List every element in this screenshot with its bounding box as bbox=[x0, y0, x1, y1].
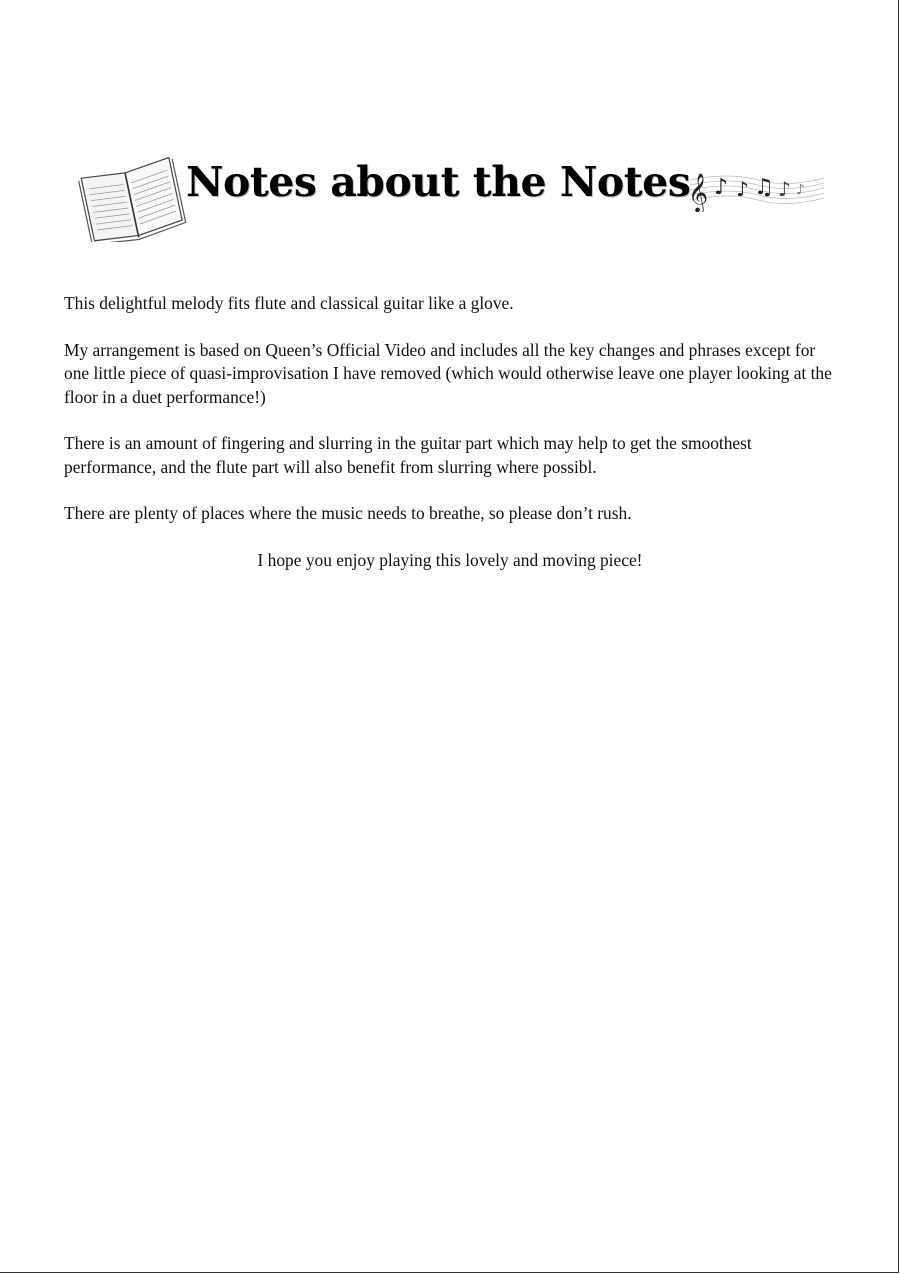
page-title: Notes about the Notes bbox=[186, 158, 691, 206]
svg-text:𝄞: 𝄞 bbox=[688, 173, 709, 212]
svg-text:♫: ♫ bbox=[754, 175, 774, 200]
svg-text:♪: ♪ bbox=[714, 175, 729, 200]
page-header bbox=[76, 150, 836, 245]
paragraph-breathe: There are plenty of places where the music needs to breathe, so please don’t rush. bbox=[64, 503, 632, 523]
paragraph-intro: This delightful melody fits flute and classical guitar like a glove. bbox=[64, 293, 514, 313]
svg-text:♪: ♪ bbox=[736, 177, 749, 201]
open-book-icon bbox=[76, 150, 188, 242]
paragraph-fingering: There is an amount of fingering and slurring in the guitar part which may help to get the smoothest performance, and the flute part will also benefit from slurring where possibl. bbox=[64, 433, 752, 477]
svg-text:♪: ♪ bbox=[778, 177, 791, 201]
closing-line: I hope you enjoy playing this lovely and moving piece! bbox=[257, 549, 643, 570]
musical-notes-icon bbox=[688, 160, 826, 212]
paragraph-arrangement: My arrangement is based on Queen’s Official Video and includes all the key changes and phrases except for one little piece of quasi-improvisation I have removed (which would otherwise leave one player looking at the floor in a duet performance!) bbox=[64, 339, 832, 407]
svg-text:♪: ♪ bbox=[796, 182, 805, 198]
notes-body bbox=[64, 292, 836, 595]
